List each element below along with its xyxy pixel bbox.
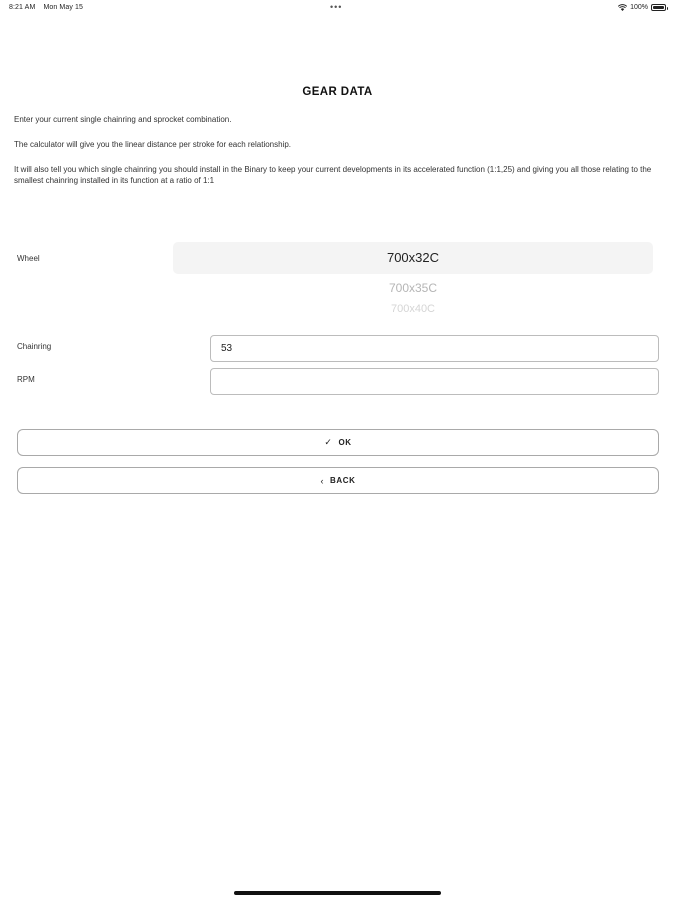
chevron-left-icon: ‹	[320, 475, 325, 486]
home-indicator[interactable]	[234, 891, 441, 895]
wheel-picker[interactable]	[173, 242, 653, 314]
status-date: Mon May 15	[43, 4, 83, 11]
battery-icon	[651, 4, 666, 11]
battery-level	[653, 6, 664, 9]
picker-option[interactable]: 700x35C	[388, 281, 438, 295]
back-button[interactable]	[17, 467, 659, 494]
wheel-label: Wheel	[17, 254, 40, 263]
chainring-label: Chainring	[17, 342, 52, 351]
intro-paragraph: It will also tell you which single chainring you should install in the Binary to keep your current developments in its accelerated function (1:1,25) and giving you all those relating to the smallest chainring installed in its function at a ratio of 1:1	[14, 165, 652, 185]
ok-button[interactable]	[17, 429, 659, 456]
status-time: 8:21 AM	[9, 4, 36, 11]
rpm-label: RPM	[17, 375, 35, 384]
picker-option-selected[interactable]: 700x32C	[386, 250, 440, 265]
status-right	[618, 4, 666, 11]
intro-paragraph: Enter your current single chainring and sprocket combination.	[14, 115, 232, 124]
chainring-input[interactable]	[210, 335, 659, 362]
intro-paragraph: The calculator will give you the linear distance per stroke for each relationship.	[14, 140, 292, 149]
status-time-date	[9, 4, 83, 11]
status-bar	[0, 0, 675, 18]
battery-percent: 100%	[630, 4, 648, 11]
multitasking-dots[interactable]: •••	[330, 2, 343, 12]
back-button-label: BACK	[330, 476, 356, 485]
wifi-icon	[618, 4, 627, 11]
rpm-input[interactable]	[210, 368, 659, 395]
page-title: GEAR DATA	[302, 86, 373, 98]
ok-button-label: OK	[338, 438, 352, 447]
picker-option[interactable]: 700x40C	[390, 303, 436, 314]
checkmark-icon: ✓	[324, 437, 333, 447]
